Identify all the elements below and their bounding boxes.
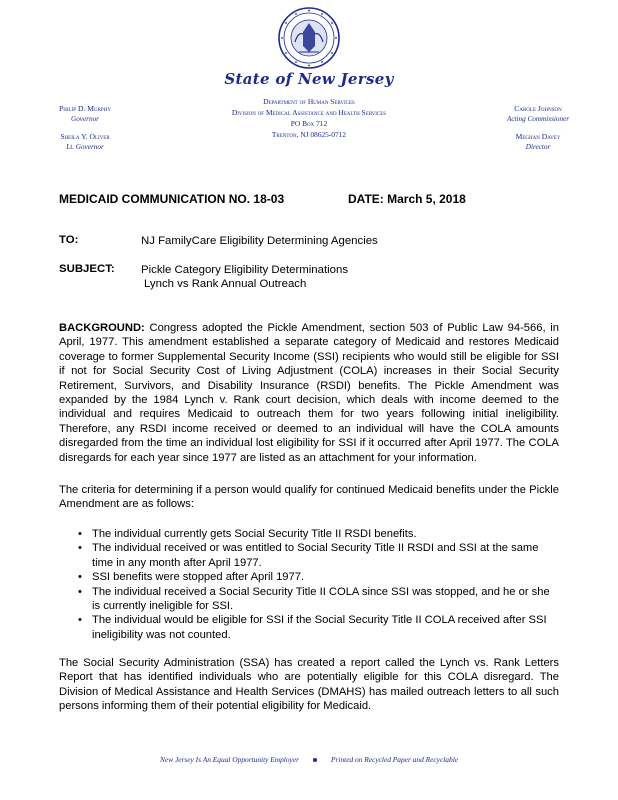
commissioner-name: Carole Johnson [514,104,562,113]
background-label: BACKGROUND: [59,322,145,334]
communication-number: MEDICAID COMMUNICATION NO. 18-03 [59,192,285,206]
list-item: • The individual would be eligible for SSI if the Social Security Title II COLA received after SSI ineligibility was not counted. [78,614,547,641]
criteria-intro: The criteria for determining if a person would qualify for continued Medicaid benefits under the Pickle Amendment are as follows: [59,484,559,511]
commissioner-title: Acting Commissioner [506,115,570,123]
city-address: Trenton, NJ 08625-0712 [271,130,347,139]
footer-left-text: New Jersey Is An Equal Opportunity Employer [159,755,299,764]
director-name: Meghan Davey [515,132,561,141]
bullet-icon: • [78,585,82,598]
bullet-icon: • [78,528,82,540]
criteria-list [59,527,559,642]
state-name-title: State of New Jersey [224,70,394,88]
subject-line-1: Pickle Category Eligibility Determinations [141,264,349,276]
footer [0,755,618,764]
bullet-icon: • [78,571,82,584]
bullet-icon: • [78,614,82,627]
bullet-dot-icon [313,758,317,762]
governor-name: Philip D. Murphy [59,104,111,113]
subject-line-2: Lynch vs Rank Annual Outreach [144,278,307,290]
list-item: • The individual received or was entitled to Social Security Title II RSDI and SSI at the same time in any month after April 1977. [78,542,539,569]
division-name: Division of Medical Assistance and Health Services [231,108,387,117]
list-item: • SSI benefits were stopped after April 1977. [78,571,305,584]
list-item: • The individual currently gets Social Security Title II RSDI benefits. [78,528,417,540]
to-value: NJ FamilyCare Eligibility Determining Agencies [141,235,378,247]
footer-right-text: Printed on Recycled Paper and Recyclable [331,755,459,764]
background-text: Congress adopted the Pickle Amendment, section 503 of Public Law 94-566, in April, 1977. This amendment established a separate category of Medicaid and restores Medicaid coverage to former Supplemental Security Income (SSI) recipients who would still be eligible for SSI if not for Social Security Cost of Living Adjustment (COLA) increases in their Social Security Retirement, Survivors, and Disability Insurance (RSDI) benefits. The Pickle Amendment was expanded by the 1984 Lynch v. Rank court decision, which deals with income deemed to the individual and requires Medicaid to outreach them for two years following initial ineligibility. Therefore, any RSDI income received or deemed to an individual will have the COLA amounts disregarded from the time an individual lost eligibility for SSI if it occurred after April 1977. The COLA disregards for each year since 1977 are listed as an attachment for your information. [59,322,559,464]
department-name: Department of Human Services [263,97,355,106]
letterhead-center [150,96,468,140]
background-paragraph [59,321,559,465]
letterhead-right [478,104,598,152]
po-box: PO Box 712 [290,119,328,128]
letterhead-left [30,104,140,152]
to-label: TO: [59,234,79,246]
communication-date: DATE: March 5, 2018 [348,192,466,206]
subject-label: SUBJECT: [59,263,115,275]
bullet-icon: • [78,542,82,555]
director-title: Director [525,143,551,151]
lt-governor-name: Sheila Y. Oliver [60,132,110,141]
list-item: • The individual received a Social Security Title II COLA since SSI was stopped, and he or she is currently ineligible for SSI. [78,585,550,613]
governor-title: Governor [71,115,99,123]
lt-governor-title: Lt. Governor [66,143,104,151]
closing-paragraph: The Social Security Administration (SSA) has created a report called the Lynch vs. Rank Letters Report that has identified individuals who are potentially eligible for this COLA disregard. The Division of Medical Assistance and Health Services (DMAHS) has mailed outreach letters to all such persons informing them of their potential eligibility for Medicaid. [59,657,559,713]
state-seal-icon [277,6,341,70]
